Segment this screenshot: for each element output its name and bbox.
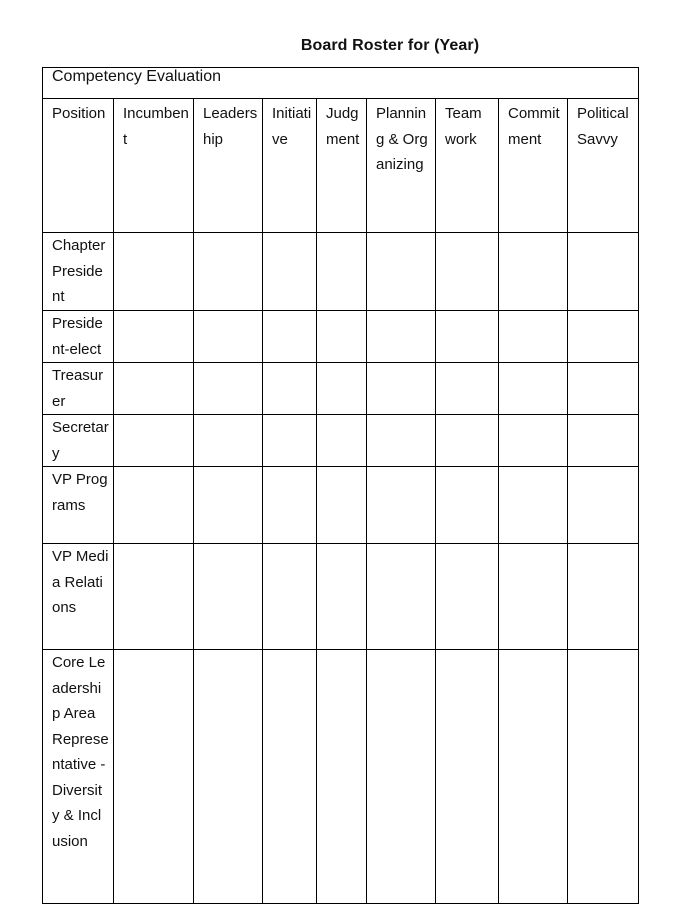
table-row: [43, 363, 639, 415]
table-cell[interactable]: [436, 544, 499, 650]
table-cell[interactable]: [263, 650, 317, 904]
table-cell[interactable]: [317, 415, 367, 467]
page-title: Board Roster for (Year): [300, 37, 480, 54]
table-cell[interactable]: [568, 233, 639, 311]
col-header-judgment: Judgment: [317, 99, 367, 233]
row-position-label: VP Media Relations: [43, 544, 114, 650]
table-cell[interactable]: [263, 415, 317, 467]
col-header-commitment: Commitment: [499, 99, 568, 233]
table-cell[interactable]: [436, 363, 499, 415]
table-cell[interactable]: [263, 363, 317, 415]
table-cell[interactable]: [499, 650, 568, 904]
table-row: [43, 233, 639, 311]
table-cell[interactable]: [194, 233, 263, 311]
table-cell[interactable]: [114, 311, 194, 363]
table-cell[interactable]: [263, 233, 317, 311]
table-cell[interactable]: [194, 650, 263, 904]
row-position-label: Secretary: [43, 415, 114, 467]
table-cell[interactable]: [367, 650, 436, 904]
table-cell[interactable]: [317, 233, 367, 311]
col-header-teamwork: Team work: [436, 99, 499, 233]
table-cell[interactable]: [263, 467, 317, 544]
col-header-political-savvy: Political Savvy: [568, 99, 639, 233]
table-cell[interactable]: [568, 415, 639, 467]
section-label: Competency Evaluation: [52, 68, 221, 85]
board-roster-table: [42, 67, 639, 904]
table-cell[interactable]: [568, 467, 639, 544]
row-position-label: VP Programs: [43, 467, 114, 544]
col-header-initiative: Initiative: [263, 99, 317, 233]
table-cell[interactable]: [114, 650, 194, 904]
table-cell[interactable]: [499, 544, 568, 650]
table-cell[interactable]: [367, 415, 436, 467]
table-cell[interactable]: [436, 311, 499, 363]
table-cell[interactable]: [194, 544, 263, 650]
table-cell[interactable]: [568, 650, 639, 904]
table-cell[interactable]: [114, 467, 194, 544]
table-cell[interactable]: [499, 467, 568, 544]
section-header: [43, 68, 639, 99]
table-cell[interactable]: [317, 363, 367, 415]
row-position-label: Chapter President: [43, 233, 114, 311]
table-cell[interactable]: [499, 311, 568, 363]
table-cell[interactable]: [194, 415, 263, 467]
col-header-incumbent: Incumbent: [114, 99, 194, 233]
table-cell[interactable]: [499, 233, 568, 311]
table-cell[interactable]: [194, 467, 263, 544]
table-cell[interactable]: [263, 544, 317, 650]
table-cell[interactable]: [568, 363, 639, 415]
table-cell[interactable]: [436, 650, 499, 904]
table-row: [43, 415, 639, 467]
table-cell[interactable]: [568, 544, 639, 650]
table-cell[interactable]: [499, 415, 568, 467]
table-cell[interactable]: [194, 363, 263, 415]
table-cell[interactable]: [114, 233, 194, 311]
table-cell[interactable]: [367, 467, 436, 544]
table-cell[interactable]: [114, 363, 194, 415]
col-header-leadership: Leadership: [194, 99, 263, 233]
table-cell[interactable]: [317, 544, 367, 650]
table-cell[interactable]: [568, 311, 639, 363]
table-cell[interactable]: [367, 311, 436, 363]
table-cell[interactable]: [436, 415, 499, 467]
table-row: [43, 650, 639, 904]
table-cell[interactable]: [317, 311, 367, 363]
table-cell[interactable]: [114, 544, 194, 650]
row-position-label: Treasurer: [43, 363, 114, 415]
row-position-label: President-elect: [43, 311, 114, 363]
table-cell[interactable]: [436, 467, 499, 544]
table-cell[interactable]: [194, 311, 263, 363]
table-cell[interactable]: [367, 544, 436, 650]
table-cell[interactable]: [367, 363, 436, 415]
table-row: [43, 311, 639, 363]
table-cell[interactable]: [317, 467, 367, 544]
col-header-position: Position: [43, 99, 114, 233]
table-row: [43, 467, 639, 544]
table-cell[interactable]: [499, 363, 568, 415]
table-cell[interactable]: [436, 233, 499, 311]
row-position-label: Core Leadership Area Representative - Diversity & Inclusion: [43, 650, 114, 904]
table-row: [43, 544, 639, 650]
col-header-planning: Planning & Organizing: [367, 99, 436, 233]
table-cell[interactable]: [114, 415, 194, 467]
table-cell[interactable]: [367, 233, 436, 311]
table-cell[interactable]: [263, 311, 317, 363]
table-cell[interactable]: [317, 650, 367, 904]
